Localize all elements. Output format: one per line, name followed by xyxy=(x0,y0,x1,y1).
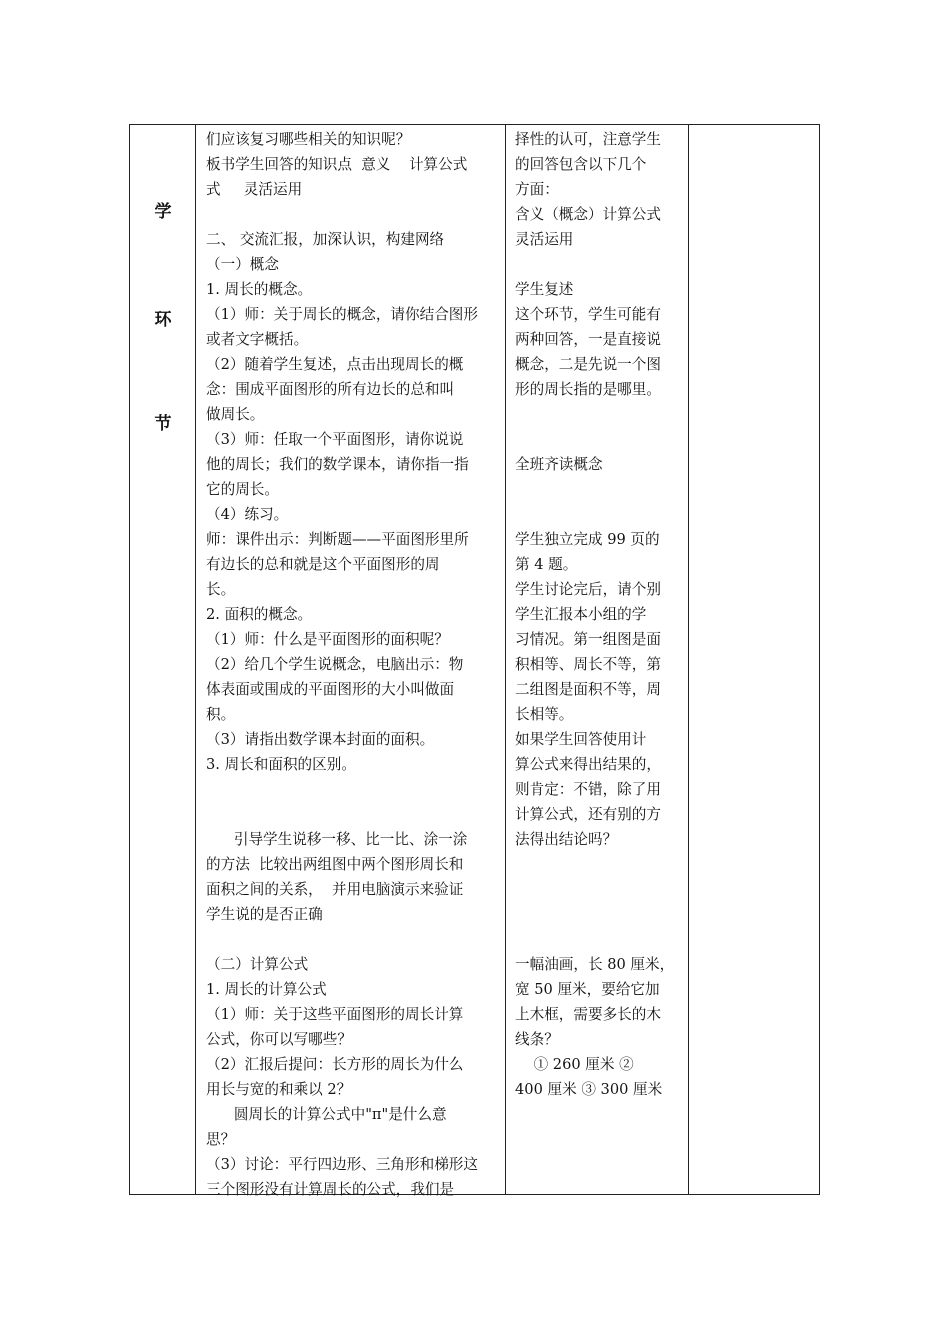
activity-line: 师：课件出示：判断题——平面图形里所 xyxy=(206,531,469,548)
activity-line: 面积之间的关系， 并用电脑演示来验证 xyxy=(206,881,464,898)
blank-line xyxy=(515,902,681,927)
student-activity-line: 长相等。 xyxy=(515,706,574,723)
stage-char: 环 xyxy=(154,310,172,330)
activity-line: 二、 交流汇报，加深认识，构建网络 xyxy=(206,231,445,248)
activity-line: 积。 xyxy=(206,706,236,723)
activity-line: 念：围成平面图形的所有边长的总和叫 xyxy=(206,381,455,398)
activity-line: （2）随着学生复述，点击出现周长的概 xyxy=(206,356,464,373)
student-activity-line: 如果学生回答使用计 xyxy=(515,731,647,748)
student-activity-line: 上木框，需要多长的木 xyxy=(515,1006,661,1023)
activity-line: （1）师：关于周长的概念，请你结合图形 xyxy=(206,306,478,323)
student-activity-line: 灵活运用 xyxy=(515,231,574,248)
activity-line: （3）请指出数学课本封面的面积。 xyxy=(206,731,435,748)
activity-line: （3）讨论：平行四边形、三角形和梯形这 xyxy=(206,1156,478,1173)
activity-line: （2）汇报后提问：长方形的周长为什么 xyxy=(206,1056,464,1073)
blank-line xyxy=(515,477,681,502)
student-activity-line: 学生讨论完后，请个别 xyxy=(515,581,661,598)
blank-line xyxy=(515,427,681,452)
blank-line xyxy=(515,502,681,527)
student-activity-line: 400 厘米 ③ 300 厘米 xyxy=(515,1081,663,1098)
activity-line: 圆周长的计算公式中"π"是什么意 xyxy=(206,1106,447,1123)
activity-line: （二）计算公式 xyxy=(206,956,309,973)
student-activity-line: 一幅油画，长 80 厘米， xyxy=(515,956,675,973)
column-divider xyxy=(688,125,689,1194)
student-activity-line: 二组图是面积不等，周 xyxy=(515,681,661,698)
activity-line: 有边长的总和就是这个平面图形的周 xyxy=(206,556,440,573)
activity-line: 2. 面积的概念。 xyxy=(206,606,313,623)
student-activity-line: 这个环节，学生可能有 xyxy=(515,306,661,323)
student-activity-line: 学生独立完成 99 页的 xyxy=(515,531,660,548)
column-divider xyxy=(505,125,506,1194)
blank-line xyxy=(515,852,681,877)
blank-line xyxy=(515,927,681,952)
activity-line: 3. 周长和面积的区别。 xyxy=(206,756,356,773)
column-divider xyxy=(195,125,196,1194)
blank-line xyxy=(206,777,498,802)
blank-line xyxy=(206,202,498,227)
activity-line: 体表面或围成的平面图形的大小叫做面 xyxy=(206,681,455,698)
activity-line: 们应该复习哪些相关的知识呢？ xyxy=(206,131,411,148)
student-activity-line: 全班齐读概念 xyxy=(515,456,603,473)
student-activity-line: 则肯定：不错，除了用 xyxy=(515,781,661,798)
blank-line xyxy=(206,802,498,827)
lesson-plan-table xyxy=(129,124,820,1198)
activity-line: 三个图形没有计算周长的公式，我们是 xyxy=(206,1181,455,1198)
blank-line xyxy=(515,252,681,277)
activity-line: 学生说的是否正确 xyxy=(206,906,323,923)
student-activity-line: 择性的认可，注意学生 xyxy=(515,131,661,148)
activity-line: （3）师：任取一个平面图形，请你说说 xyxy=(206,431,464,448)
activity-line: 式 灵活运用 xyxy=(206,181,303,198)
student-activity-line: 积相等、周长不等，第 xyxy=(515,656,661,673)
teacher-activity-column xyxy=(206,127,498,1202)
activity-line: 1. 周长的概念。 xyxy=(206,281,313,298)
activity-line: （1）师：关于这些平面图形的周长计算 xyxy=(206,1006,464,1023)
student-activity-line: 计算公式，还有别的方 xyxy=(515,806,661,823)
activity-line: 思？ xyxy=(206,1131,236,1148)
activity-line: 或者文字概括。 xyxy=(206,331,309,348)
activity-line: 引导学生说移一移、比一比、涂一涂 xyxy=(206,831,468,848)
activity-line: 1. 周长的计算公式 xyxy=(206,981,327,998)
activity-line: 它的周长。 xyxy=(206,481,279,498)
activity-line: 做周长。 xyxy=(206,406,265,423)
activity-line: （4）练习。 xyxy=(206,506,289,523)
activity-line: （2）给几个学生说概念，电脑出示：物 xyxy=(206,656,464,673)
student-activity-line: 线条？ xyxy=(515,1031,559,1048)
stage-char: 节 xyxy=(154,414,172,434)
activity-line: 长。 xyxy=(206,581,236,598)
blank-line xyxy=(206,927,498,952)
activity-line: 的方法 比较出两组图中两个图形周长和 xyxy=(206,856,464,873)
student-activity-column xyxy=(515,127,681,1102)
student-activity-line: 学生汇报本小组的学 xyxy=(515,606,647,623)
activity-line: （1）师：什么是平面图形的面积呢？ xyxy=(206,631,449,648)
student-activity-line: 习情况。第一组图是面 xyxy=(515,631,661,648)
stage-char: 学 xyxy=(154,202,172,222)
activity-line: （一）概念 xyxy=(206,256,279,273)
student-activity-line: 第 4 题。 xyxy=(515,556,578,573)
student-activity-line: 法得出结论吗？ xyxy=(515,831,618,848)
student-activity-line: 形的周长指的是哪里。 xyxy=(515,381,661,398)
activity-line: 用长与宽的和乘以 2？ xyxy=(206,1081,352,1098)
student-activity-line: 学生复述 xyxy=(515,281,574,298)
student-activity-line: 方面： xyxy=(515,181,559,198)
student-activity-line: 两种回答，一是直接说 xyxy=(515,331,661,348)
student-activity-line: 的回答包含以下几个 xyxy=(515,156,647,173)
activity-line: 他的周长；我们的数学课本，请你指一指 xyxy=(206,456,469,473)
student-activity-line: ① 260 厘米 ② xyxy=(515,1056,634,1073)
blank-line xyxy=(515,877,681,902)
student-activity-line: 含义（概念）计算公式 xyxy=(515,206,661,223)
blank-line xyxy=(515,402,681,427)
student-activity-line: 概念，二是先说一个图 xyxy=(515,356,661,373)
student-activity-line: 宽 50 厘米，要给它加 xyxy=(515,981,660,998)
activity-line: 板书学生回答的知识点 意义 计算公式 xyxy=(206,156,468,173)
activity-line: 公式，你可以写哪些？ xyxy=(206,1031,352,1048)
student-activity-line: 算公式来得出结果的， xyxy=(515,756,661,773)
